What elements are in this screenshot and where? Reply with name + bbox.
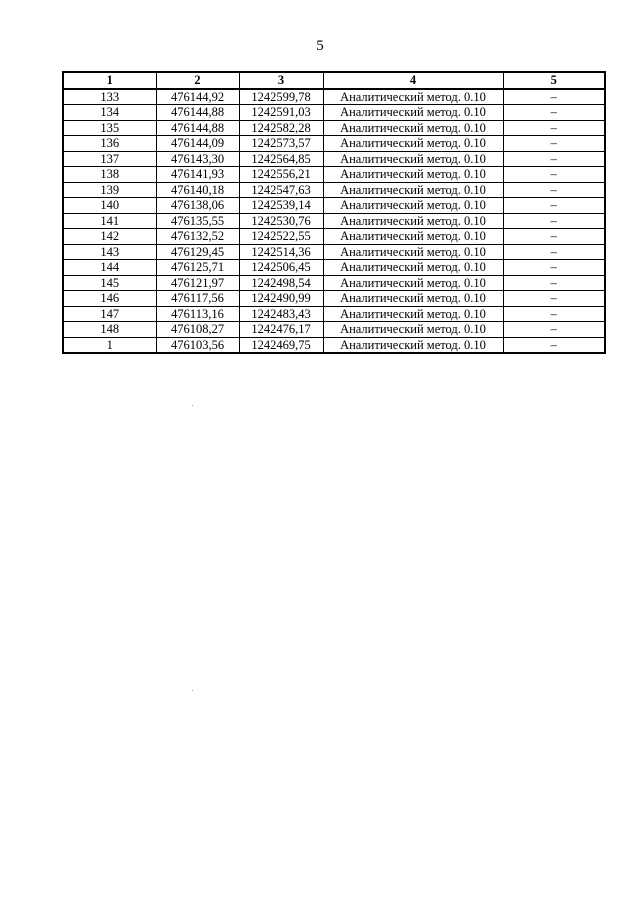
point-number-cell: 136: [63, 136, 156, 152]
y-coordinate-cell: 1242490,99: [239, 291, 323, 307]
y-coordinate-cell: 1242498,54: [239, 275, 323, 291]
method-cell: Аналитический метод. 0.10: [323, 89, 503, 105]
method-cell: Аналитический метод. 0.10: [323, 322, 503, 338]
table-row: [63, 182, 605, 198]
table-body: [63, 89, 605, 354]
table-row: [63, 322, 605, 338]
x-coordinate-cell: 476103,56: [156, 337, 239, 353]
table-row: [63, 213, 605, 229]
note-cell: –: [503, 89, 605, 105]
table-row: [63, 291, 605, 307]
point-number-cell: 143: [63, 244, 156, 260]
method-cell: Аналитический метод. 0.10: [323, 182, 503, 198]
y-coordinate-cell: 1242522,55: [239, 229, 323, 245]
table-row: [63, 229, 605, 245]
table-row: [63, 306, 605, 322]
header-col-1: 1: [63, 72, 156, 89]
method-cell: Аналитический метод. 0.10: [323, 275, 503, 291]
point-number-cell: 140: [63, 198, 156, 214]
header-row: [63, 72, 605, 89]
x-coordinate-cell: 476129,45: [156, 244, 239, 260]
note-cell: –: [503, 198, 605, 214]
point-number-cell: 1: [63, 337, 156, 353]
x-coordinate-cell: 476132,52: [156, 229, 239, 245]
x-coordinate-cell: 476108,27: [156, 322, 239, 338]
header-col-2: 2: [156, 72, 239, 89]
header-col-3: 3: [239, 72, 323, 89]
method-cell: Аналитический метод. 0.10: [323, 260, 503, 276]
y-coordinate-cell: 1242556,21: [239, 167, 323, 183]
point-number-cell: 147: [63, 306, 156, 322]
note-cell: –: [503, 151, 605, 167]
y-coordinate-cell: 1242591,03: [239, 105, 323, 121]
x-coordinate-cell: 476125,71: [156, 260, 239, 276]
method-cell: Аналитический метод. 0.10: [323, 291, 503, 307]
coordinates-table: [62, 71, 606, 354]
note-cell: –: [503, 136, 605, 152]
table-row: [63, 198, 605, 214]
y-coordinate-cell: 1242530,76: [239, 213, 323, 229]
method-cell: Аналитический метод. 0.10: [323, 337, 503, 353]
y-coordinate-cell: 1242514,36: [239, 244, 323, 260]
y-coordinate-cell: 1242483,43: [239, 306, 323, 322]
y-coordinate-cell: 1242582,28: [239, 120, 323, 136]
y-coordinate-cell: 1242573,57: [239, 136, 323, 152]
table-row: [63, 275, 605, 291]
point-number-cell: 142: [63, 229, 156, 245]
x-coordinate-cell: 476144,92: [156, 89, 239, 105]
table-row: [63, 337, 605, 353]
x-coordinate-cell: 476117,56: [156, 291, 239, 307]
x-coordinate-cell: 476140,18: [156, 182, 239, 198]
y-coordinate-cell: 1242469,75: [239, 337, 323, 353]
point-number-cell: 141: [63, 213, 156, 229]
table-row: [63, 167, 605, 183]
point-number-cell: 146: [63, 291, 156, 307]
note-cell: –: [503, 120, 605, 136]
method-cell: Аналитический метод. 0.10: [323, 136, 503, 152]
point-number-cell: 134: [63, 105, 156, 121]
point-number-cell: 145: [63, 275, 156, 291]
y-coordinate-cell: 1242599,78: [239, 89, 323, 105]
method-cell: Аналитический метод. 0.10: [323, 120, 503, 136]
note-cell: –: [503, 337, 605, 353]
method-cell: Аналитический метод. 0.10: [323, 229, 503, 245]
x-coordinate-cell: 476138,06: [156, 198, 239, 214]
x-coordinate-cell: 476144,09: [156, 136, 239, 152]
x-coordinate-cell: 476141,93: [156, 167, 239, 183]
y-coordinate-cell: 1242564,85: [239, 151, 323, 167]
table-row: [63, 244, 605, 260]
point-number-cell: 137: [63, 151, 156, 167]
x-coordinate-cell: 476143,30: [156, 151, 239, 167]
point-number-cell: 144: [63, 260, 156, 276]
table-row: [63, 89, 605, 105]
method-cell: Аналитический метод. 0.10: [323, 105, 503, 121]
note-cell: –: [503, 291, 605, 307]
method-cell: Аналитический метод. 0.10: [323, 244, 503, 260]
header-col-5: 5: [503, 72, 605, 89]
note-cell: –: [503, 244, 605, 260]
note-cell: –: [503, 213, 605, 229]
page-number: 5: [316, 38, 324, 54]
note-cell: –: [503, 167, 605, 183]
note-cell: –: [503, 105, 605, 121]
note-cell: –: [503, 322, 605, 338]
point-number-cell: 148: [63, 322, 156, 338]
note-cell: –: [503, 229, 605, 245]
table-row: [63, 105, 605, 121]
point-number-cell: 138: [63, 167, 156, 183]
note-cell: –: [503, 275, 605, 291]
y-coordinate-cell: 1242506,45: [239, 260, 323, 276]
method-cell: Аналитический метод. 0.10: [323, 213, 503, 229]
table-row: [63, 151, 605, 167]
x-coordinate-cell: 476144,88: [156, 120, 239, 136]
x-coordinate-cell: 476135,55: [156, 213, 239, 229]
x-coordinate-cell: 476121,97: [156, 275, 239, 291]
table-row: [63, 120, 605, 136]
x-coordinate-cell: 476144,88: [156, 105, 239, 121]
point-number-cell: 139: [63, 182, 156, 198]
method-cell: Аналитический метод. 0.10: [323, 198, 503, 214]
scan-speck: [192, 405, 193, 406]
y-coordinate-cell: 1242476,17: [239, 322, 323, 338]
table-row: [63, 136, 605, 152]
method-cell: Аналитический метод. 0.10: [323, 306, 503, 322]
header-col-4: 4: [323, 72, 503, 89]
note-cell: –: [503, 260, 605, 276]
y-coordinate-cell: 1242547,63: [239, 182, 323, 198]
note-cell: –: [503, 306, 605, 322]
method-cell: Аналитический метод. 0.10: [323, 151, 503, 167]
table-header: [63, 72, 605, 89]
point-number-cell: 135: [63, 120, 156, 136]
method-cell: Аналитический метод. 0.10: [323, 167, 503, 183]
table-row: [63, 260, 605, 276]
x-coordinate-cell: 476113,16: [156, 306, 239, 322]
y-coordinate-cell: 1242539,14: [239, 198, 323, 214]
scan-speck: [192, 690, 193, 691]
point-number-cell: 133: [63, 89, 156, 105]
note-cell: –: [503, 182, 605, 198]
